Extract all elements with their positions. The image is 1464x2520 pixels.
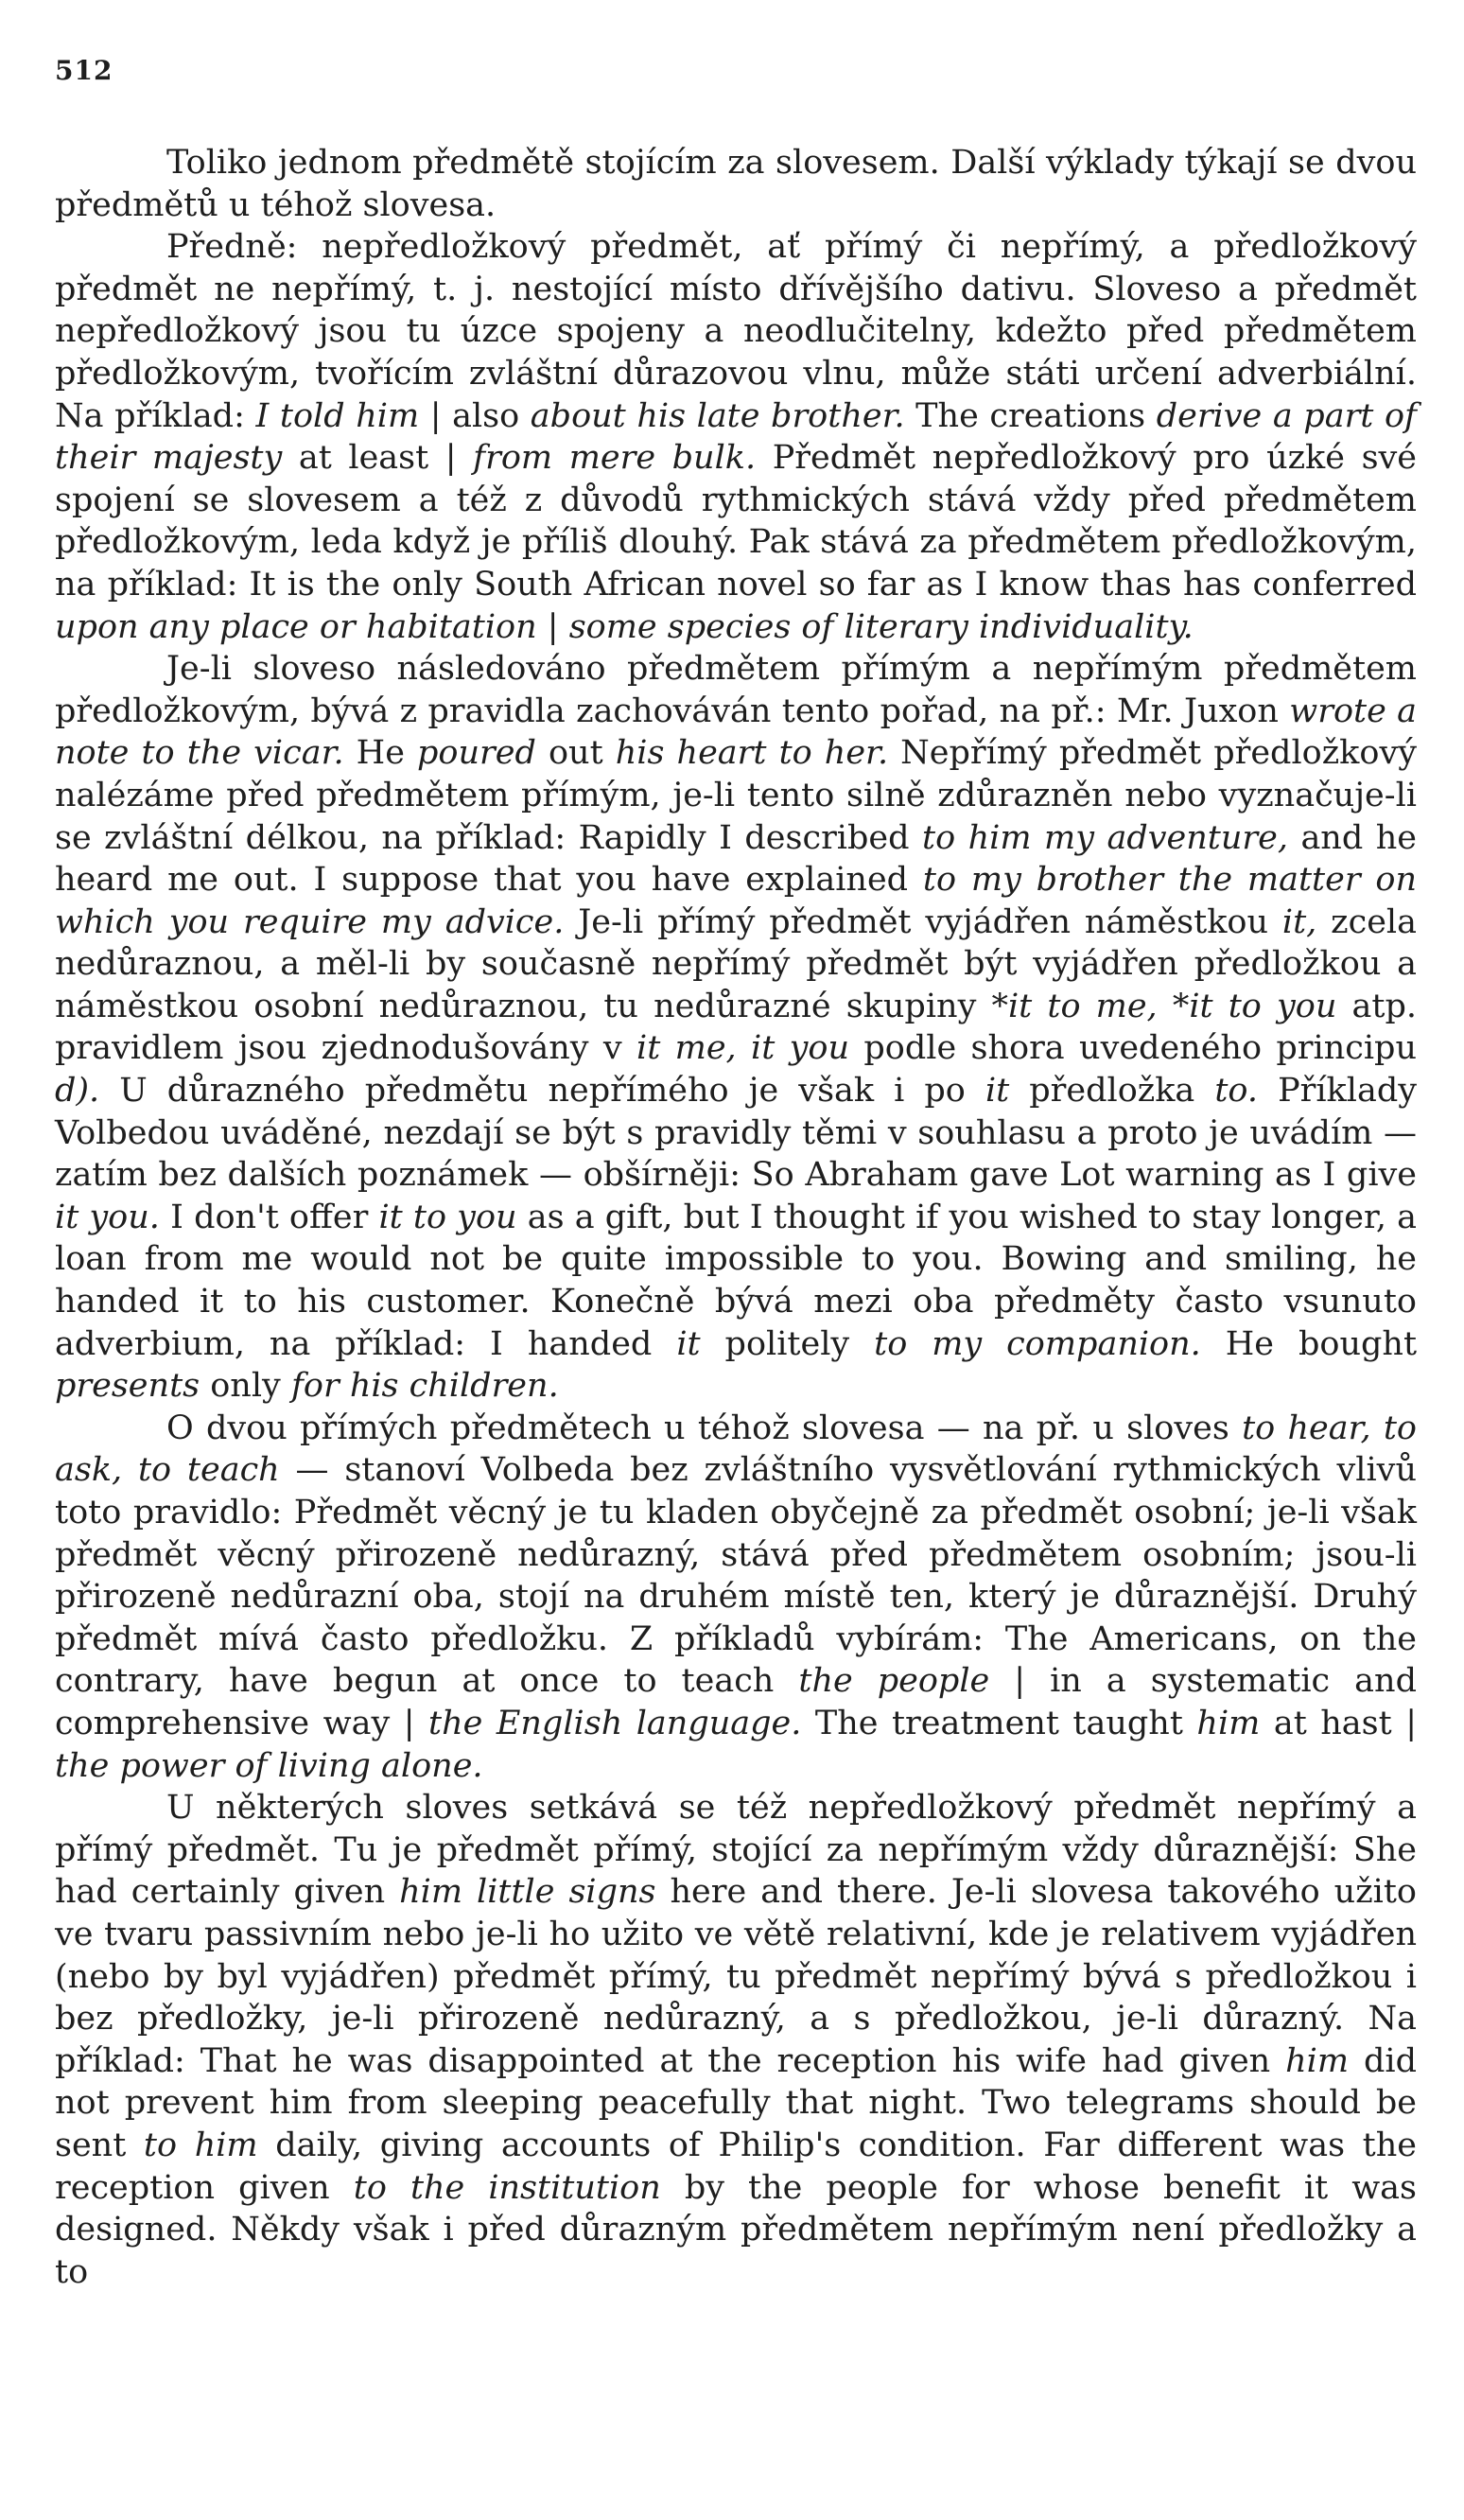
italic-example-text: it you.: [55, 1198, 160, 1236]
italic-example-text: to my companion.: [874, 1324, 1201, 1363]
text-run: only: [200, 1367, 291, 1406]
text-run: |: [536, 607, 569, 646]
text-run: podle shora uvedeného principu: [849, 1029, 1417, 1068]
text-run: He: [343, 734, 418, 773]
paragraph: [55, 226, 1417, 648]
italic-example-text: presents: [55, 1367, 200, 1406]
text-run: Předně: nepředložkový předmět, ať přímý či nepřímý, a předložkový předmět ne nepřímý, t. j. nestojící místo dřívějšího dativu. Sloveso a předmět nepředložkový jsou tu úzce spojeny a neodlučitelny, kdežto před předmětem předložkovým, tvořícím zvláštní důrazovou vlnu, může státi určení adverbiální. Na příklad:: [55, 228, 1417, 435]
text-run: Toliko jednom předmětě stojícím za slovesem. Další výklady týkají se dvou předmětů u téhož slovesa.: [55, 144, 1417, 224]
text-run: and he heard me out. I suppose that you have explained: [55, 818, 1417, 900]
italic-example-text: it,: [1281, 902, 1317, 941]
italic-example-text: him: [1196, 1704, 1261, 1742]
text-run: The creations: [904, 396, 1157, 435]
text-run: did not prevent him from sleeping peacefully that night. Two telegrams should be sent: [55, 2041, 1417, 2164]
text-run: — stanoví Volbeda bez zvláštního vysvětlování rythmických vlivů toto pravidlo: Předmět věcný je tu kladen obyčejně za předmět osobní; je-li však předmět věcný přirozeně nedůrazný, stává před předmětem osobním; jsou-li přirozeně nedůrazní oba, stojí na druhém místě ten, který je důraznější. Druhý předmět mívá často předložku. Z příkladů vybírám: The Americans, on the contrary, have begun at once to teach: [55, 1451, 1418, 1701]
text-run: by the people for whose benefit it was designed. Někdy však i před důrazným předmětem nepřímým není předložky a to: [55, 2168, 1417, 2291]
italic-example-text: for his children.: [290, 1367, 559, 1406]
paragraph: [55, 1408, 1417, 1787]
text-run: atp. pravidlem jsou zjednodušovány v: [55, 987, 1417, 1068]
italic-example-text: the English language.: [428, 1704, 802, 1742]
text-run: předložka: [1009, 1072, 1215, 1111]
italic-example-text: poured: [417, 734, 536, 773]
text-run: Příklady Volbedou uváděné, nezdají se být s pravidly těmi v souhlasu a proto je uvádím — zatím bez dalších poznámek — obšírněji: So Abraham gave Lot warning as I give: [55, 1072, 1417, 1195]
text-run: Je-li sloveso následováno předmětem přímým a nepřímým předmětem předložkovým, bývá z pravidla zachováván tento pořad, na př.: Mr. Juxon: [55, 650, 1417, 730]
text-run: at hast |: [1260, 1704, 1417, 1742]
text-run: O dvou přímých předmětech u téhož slovesa — na př. u sloves: [166, 1409, 1243, 1447]
text-run: The treatment taught: [801, 1704, 1197, 1742]
italic-example-text: it: [985, 1072, 1010, 1111]
italic-example-text: the people: [798, 1662, 990, 1701]
paragraph: [55, 142, 1417, 226]
italic-example-text: about his late brother.: [530, 396, 905, 435]
italic-example-text: it: [676, 1324, 701, 1363]
text-run: zcela nedůraznou, a měl-li by současně nepřímý předmět být vyjádřen předložkou a náměstkou osobní nedůraznou, tu nedůrazné skupiny: [55, 902, 1417, 1025]
italic-example-text: it me, it you: [636, 1029, 850, 1068]
italic-example-text: to hear, to ask, to teach: [55, 1409, 1417, 1490]
italic-example-text: upon any place or habitation: [55, 607, 537, 646]
page-number: 512: [55, 55, 113, 86]
italic-example-text: from mere bulk.: [473, 439, 757, 478]
text-run: as a gift, but I thought if you wished to stay longer, a loan from me would not be quite impossible to you. Bowing and smiling, he handed it to his customer. Konečně bývá mezi oba předměty často vsunuto adverbium, na příklad: I handed: [55, 1198, 1417, 1363]
italic-example-text: derive a part of their majesty: [55, 396, 1417, 478]
italic-example-text: to the institution: [353, 2168, 661, 2207]
italic-example-text: wrote a note to the vicar.: [55, 691, 1418, 773]
italic-example-text: some species of literary individuality.: [568, 607, 1194, 646]
text-run: U některých sloves setkává se též nepředložkový předmět nepřímý a přímý předmět. Tu je předmět přímý, stojící za nepřímým vždy důraznější: She had certainly given: [55, 1789, 1417, 1912]
text-run: out: [535, 734, 616, 773]
italic-example-text: I told him: [255, 396, 420, 435]
text-run: I don't offer: [159, 1198, 379, 1236]
italic-example-text: to him my adventure,: [922, 818, 1288, 857]
italic-example-text: him: [1285, 2041, 1350, 2080]
text-run: Nepřímý předmět předložkový nalézáme před předmětem přímým, je-li tento silně zdůrazněn nebo vyznačuje-li se zvláštní délkou, na příklad: Rapidly I described: [55, 734, 1417, 857]
text-run: Je-li přímý předmět vyjádřen náměstkou: [564, 902, 1282, 941]
italic-example-text: to.: [1214, 1072, 1259, 1111]
text-run: He bought: [1200, 1324, 1418, 1363]
italic-example-text: d).: [55, 1072, 100, 1111]
paragraph: [55, 1787, 1417, 2293]
italic-example-text: to him: [143, 2126, 258, 2164]
paragraph: [55, 648, 1417, 1408]
text-run: here and there. Je-li slovesa takového užito ve tvaru passivním nebo je-li ho užito ve větě relativní, kde je relativem vyjádřen (nebo by byl vyjádřen) předmět přímý, tu předmět nepřímý bývá s předložkou i bez předložky, je-li přirozeně nedůrazný, a s předložkou, je-li důrazný. Na příklad: That he was disappointed at the reception his wife had given: [55, 1873, 1417, 2080]
text-run: U důrazného předmětu nepřímého je však i po: [99, 1072, 985, 1111]
italic-example-text: to my brother the matter on which you require my advice.: [55, 861, 1417, 941]
italic-example-text: his heart to her.: [615, 734, 889, 773]
body-text: [55, 142, 1417, 2293]
text-run: politely: [700, 1324, 875, 1363]
text-run: Předmět nepředložkový pro úzké své spojení se slovesem a též z důvodů rythmických stává vždy před předmětem předložkovým, leda když je příliš dlouhý. Pak stává za předmětem předložkovým, na příklad: It is the only South African novel so far as I know thas has conferred: [55, 439, 1418, 604]
text-run: at least |: [282, 439, 474, 478]
text-run: daily, giving accounts of Philip's condition. Far different was the reception given: [55, 2126, 1417, 2207]
text-run: | also: [419, 396, 531, 435]
italic-example-text: *it to me, *it to you: [991, 987, 1337, 1025]
text-run: | in a systematic and comprehensive way |: [55, 1662, 1417, 1742]
italic-example-text: him little signs: [399, 1873, 656, 1912]
italic-example-text: the power of living alone.: [55, 1746, 483, 1785]
italic-example-text: it to you: [378, 1198, 517, 1236]
